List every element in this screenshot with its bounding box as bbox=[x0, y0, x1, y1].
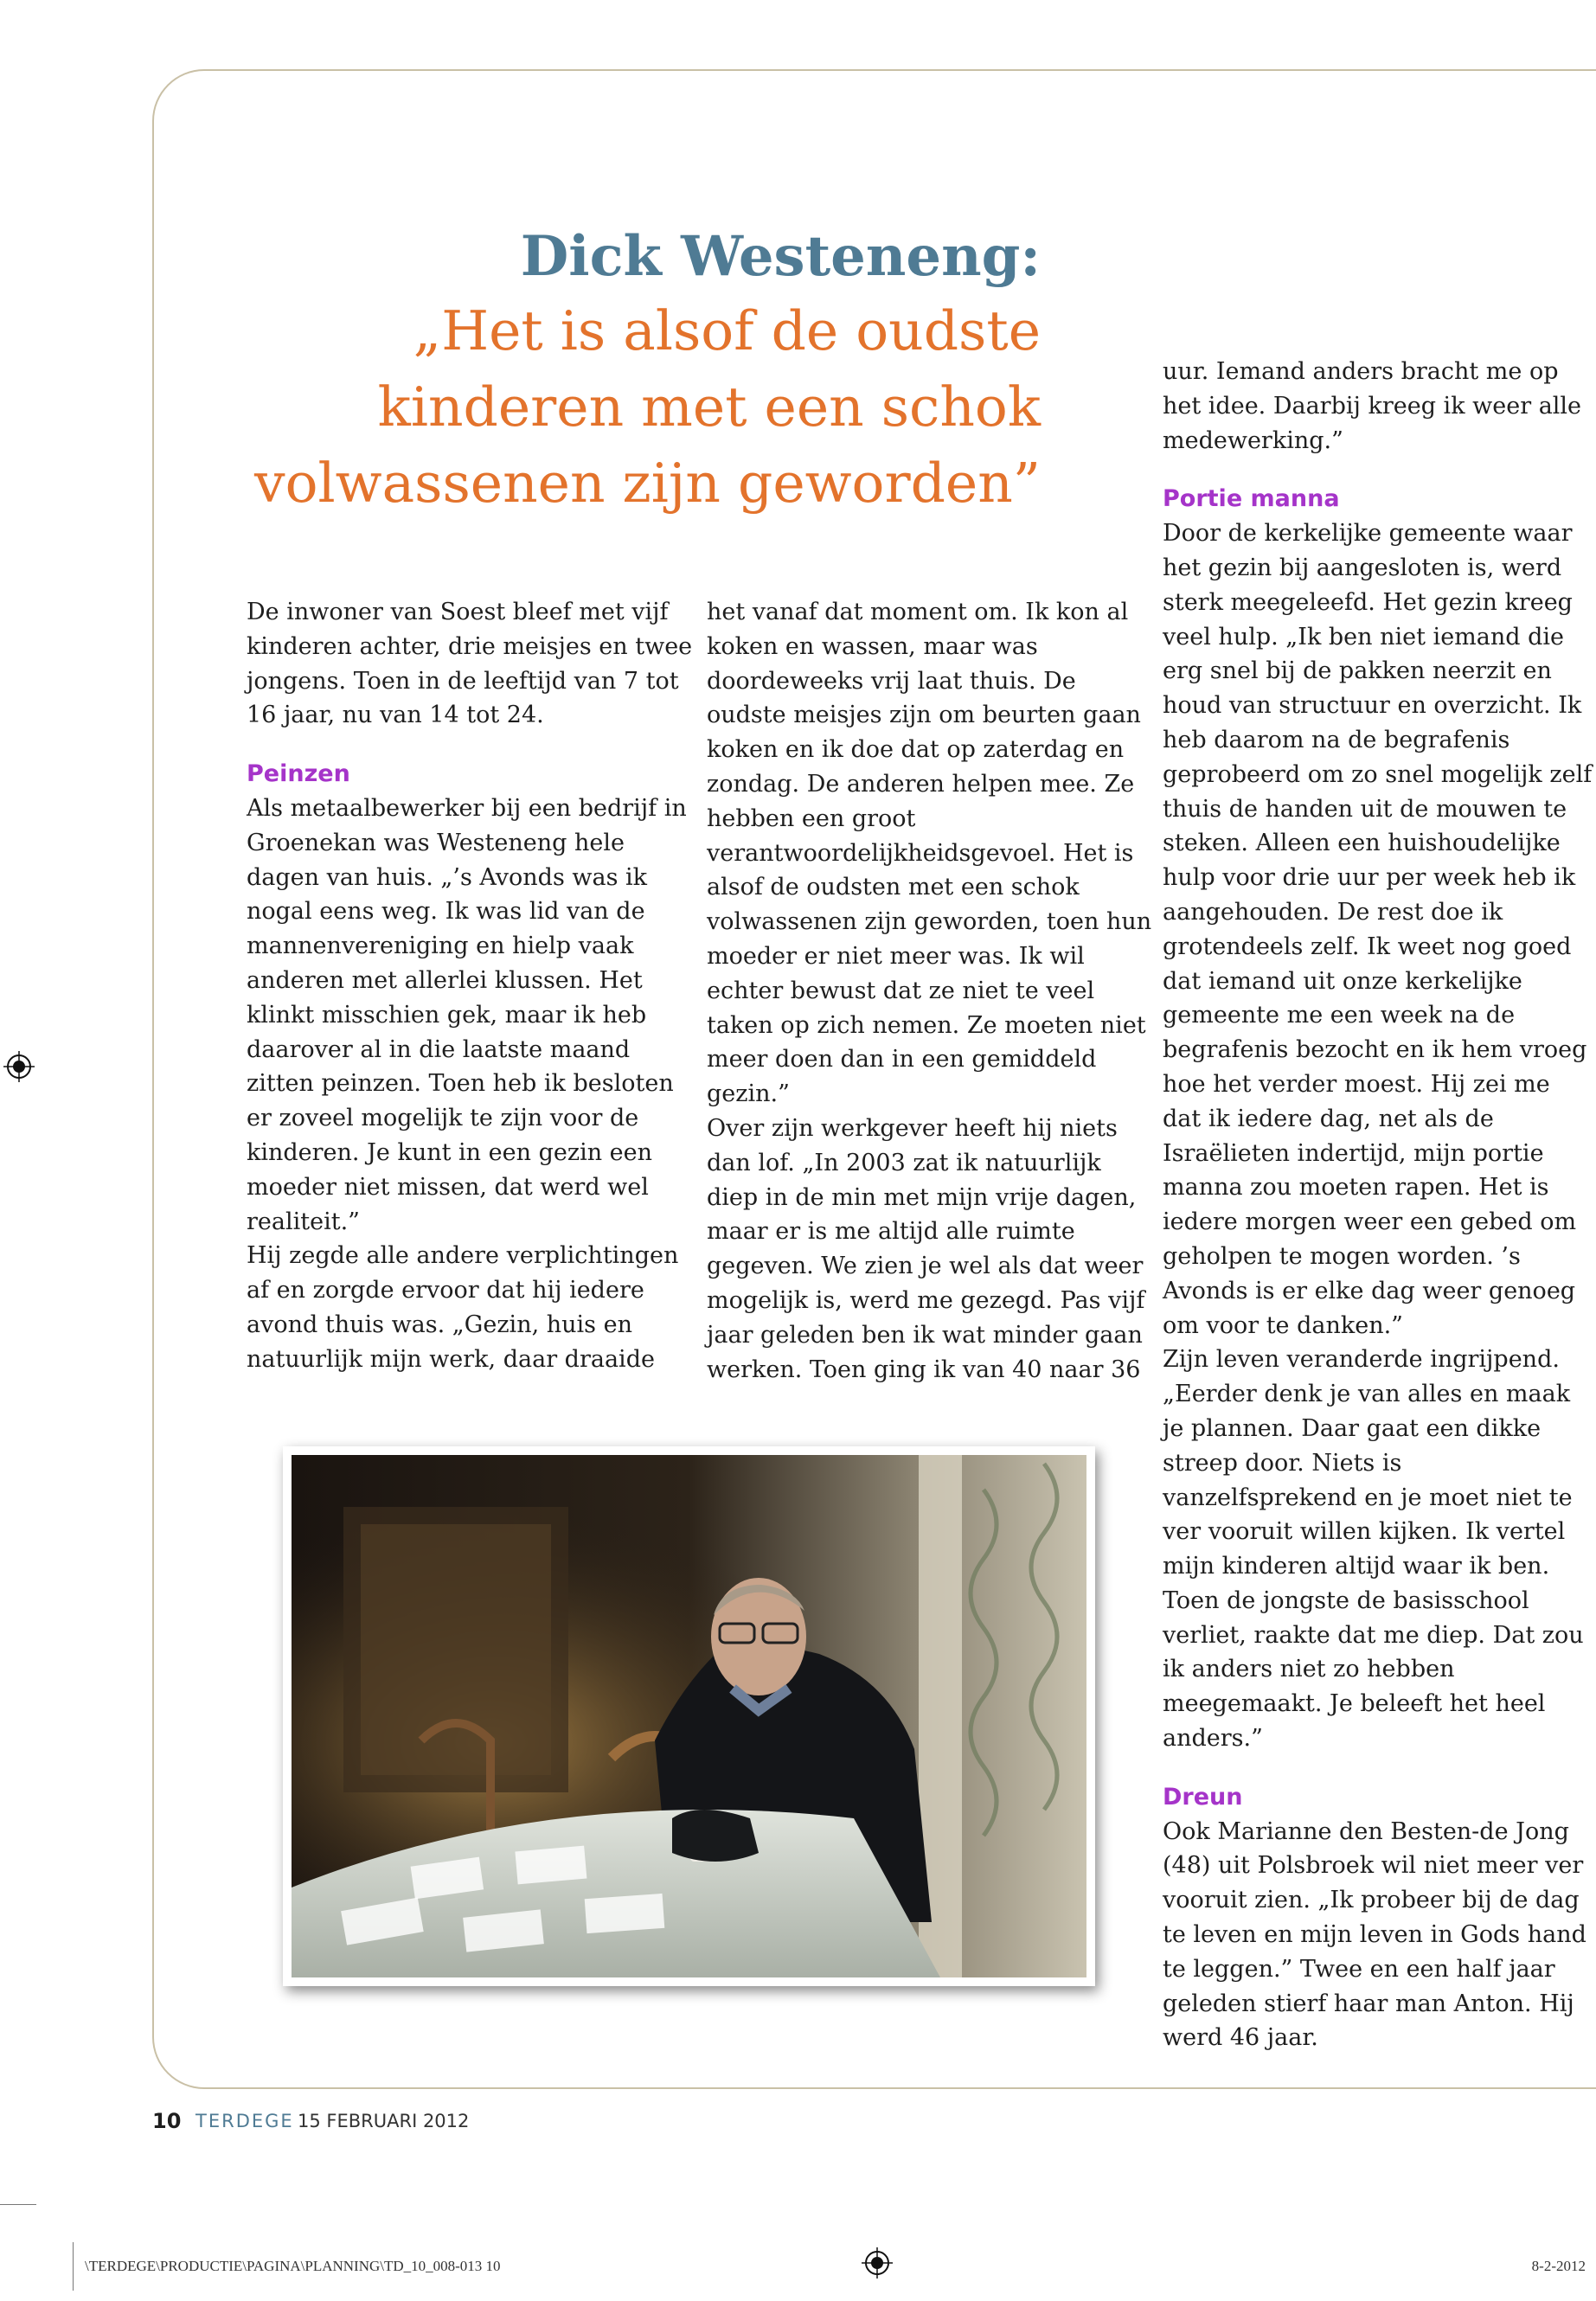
body-paragraph: Ook Marianne den Besten-de Jong (48) uit Polsbroek wil niet meer ver vooruit zien. „Ik probeer bij de dag te leven en mijn leven in Gods hand te leggen.” Twee en een half jaar geleden stierf haar man Anton. Hij werd 46 jaar. bbox=[1163, 1817, 1586, 2052]
body-paragraph: het vanaf dat moment om. Ik kon al koken en wassen, maar was doordeweeks vrij laat thuis. De oudste meisjes zijn om beurten gaan koken en ik doe dat op zaterdag en zondag. De anderen helpen mee. Ze hebben een groot verantwoordelijkheidsgevoel. Het is alsof de oudsten met een schok volwassenen zijn geworden, toen hun moeder er niet meer was. Ik wil echter bewust dat ze niet te veel taken op zich nemen. Ze moeten niet meer doen dan in een gemiddeld gezin.” bbox=[707, 599, 1152, 1108]
photo-man-at-kitchen-table bbox=[292, 1455, 1086, 1977]
article-title-quote bbox=[254, 293, 1041, 522]
article-title-name: Dick Westeneng: bbox=[520, 224, 1041, 289]
body-paragraph: Hij zegde alle andere verplichtingen af en zorgde ervoor dat hij iedere avond thuis was. „Gezin, huis en natuurlijk mijn werk, daar draaide bbox=[247, 1242, 679, 1373]
body-paragraph: Door de kerkelijke gemeente waar het gezin bij aangesloten is, werd sterk meegeleefd. Het gezin kreeg veel hulp. „Ik ben niet iemand die erg snel bij de pakken neerzit en houd van structuur en overzicht. Ik heb daarom na de begrafenis geprobeerd om zo snel mogelijk zelf thuis de handen uit de mouwen te steken. Alleen een huishoudelijke hulp voor drie uur per week heb ik aangehouden. De rest doe ik grotendeels zelf. Ik weet nog goed dat iemand uit onze kerkelijke gemeente me een week na de begrafenis bezocht en ik hem vroeg hoe het verder moest. Hij zei me dat ik iedere dag, net als de Israëlieten indertijd, mijn portie manna zou moeten rapen. Het is iedere morgen weer een gebed om geholpen te mogen worden. ’s Avonds is er elke dag weer genoeg om voor te danken.” bbox=[1163, 520, 1593, 1339]
intro-paragraph: De inwoner van Soest bleef met vijf kinderen achter, drie meisjes en twee jongens. Toen in de leeftijd van 7 tot 16 jaar, nu van 14 tot 24. bbox=[247, 599, 693, 729]
body-paragraph: Zijn leven veranderde ingrijpend. „Eerder denk je van alles en maak je plannen. Daar gaat een dikke streep door. Niets is vanzelfsprekend en je moet niet te ver vooruit willen kijken. Ik vertel mijn kinderen altijd waar ik ben. Toen de jongste de basisschool verliet, raakte dat me diep. Dat zou ik anders niet zo hebben meegemaakt. Je beleeft het heel anders.” bbox=[1163, 1346, 1584, 1753]
issue-date: 15 FEBRUARI 2012 bbox=[298, 2111, 470, 2131]
text-column-3 bbox=[1163, 355, 1595, 2055]
magazine-name: TERDEGE bbox=[195, 2111, 294, 2131]
quote-line: kinderen met een schok bbox=[377, 375, 1041, 439]
print-slug-path: \TERDEGE\PRODUCTIE\PAGINA\PLANNING\TD_10_008-013 10 bbox=[85, 2258, 501, 2274]
body-paragraph: Als metaalbewerker bij een bedrijf in Groenekan was Westeneng hele dagen van huis. „’s Avonds was ik nogal eens weg. Ik was lid van de mannenvereniging en hielp vaak anderen met allerlei klussen. Het klinkt misschien gek, maar ik heb daarover al in die laatste maand zitten peinzen. Toen heb ik besloten er zoveel mogelijk te zijn voor de kinderen. Je kunt in een gezin een moeder niet missen, dat werd wel realiteit.” bbox=[247, 794, 687, 1235]
page-number: 10 bbox=[152, 2109, 182, 2133]
registration-mark-icon bbox=[3, 1051, 35, 1082]
quote-line: „Het is alsof de oudste bbox=[413, 299, 1041, 362]
body-paragraph: Over zijn werkgever heeft hij niets dan lof. „In 2003 zat ik natuurlijk diep in de min met mijn vrije dagen, maar er is me altijd alle ruimte gegeven. We zien je wel als dat weer mogelijk is, werd me gezegd. Pas vijf jaar geleden ben ik wat minder gaan werken. Toen ging ik van 40 naar 36 bbox=[707, 1114, 1145, 1383]
subhead-peinzen: Peinzen bbox=[247, 760, 350, 788]
crop-mark bbox=[73, 2242, 74, 2291]
text-column-2 bbox=[707, 595, 1157, 1387]
registration-mark-icon bbox=[862, 2247, 893, 2279]
print-slug-date: 8-2-2012 bbox=[1531, 2258, 1586, 2274]
crop-mark bbox=[0, 2204, 36, 2205]
quote-line: volwassenen zijn geworden” bbox=[253, 452, 1041, 515]
text-column-1 bbox=[247, 595, 696, 1377]
article-photo bbox=[283, 1446, 1095, 1986]
subhead-portie-manna: Portie manna bbox=[1163, 485, 1340, 513]
article-heading bbox=[254, 221, 1041, 522]
subhead-dreun: Dreun bbox=[1163, 1783, 1243, 1811]
body-paragraph: uur. Iemand anders bracht me op het idee. Daarbij kreeg ik weer alle medewerking.” bbox=[1163, 358, 1582, 454]
